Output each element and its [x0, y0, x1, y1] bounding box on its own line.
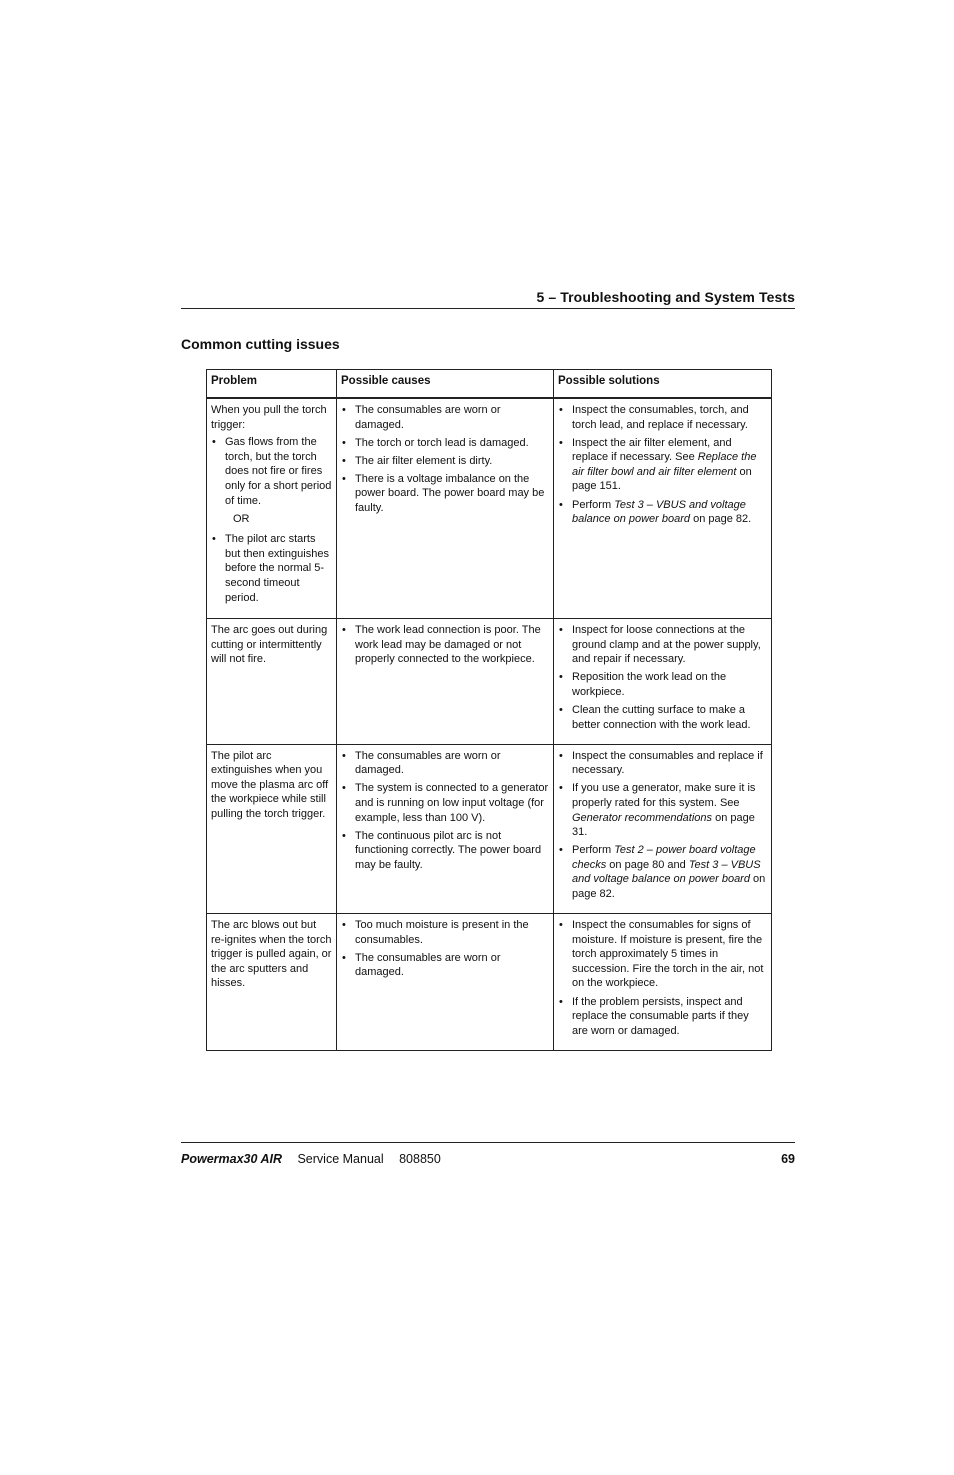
- part-number: 808850: [399, 1152, 441, 1166]
- section-title: Common cutting issues: [181, 336, 340, 352]
- list-item: • The pilot arc starts but then extinguishes before the normal 5-second timeout period.: [211, 532, 332, 605]
- causes-cell: [337, 914, 554, 1051]
- problem-cell: The pilot arc extinguishes when you move the plasma arc off the workpiece while still pulling the torch trigger.: [207, 744, 337, 913]
- list-item: • Perform Test 2 – power board voltage checks on page 80 and Test 3 – VBUS and voltage balance on power board on page 82.: [558, 843, 767, 901]
- list-item: • If the problem persists, inspect and replace the consumable parts if they are worn or damaged.: [558, 995, 767, 1039]
- footer-divider: [181, 1142, 795, 1143]
- list-item: • The continuous pilot arc is not functioning correctly. The power board may be faulty.: [341, 829, 549, 873]
- table-row: [207, 619, 772, 745]
- problem-cell: The arc blows out but re-ignites when the torch trigger is pulled again, or the arc sputters and hisses.: [207, 914, 337, 1051]
- list-item: • Clean the cutting surface to make a better connection with the work lead.: [558, 703, 767, 732]
- causes-list: [341, 749, 549, 873]
- product-name: Powermax30 AIR: [181, 1152, 282, 1166]
- list-item: • Too much moisture is present in the consumables.: [341, 918, 549, 947]
- list-item: • Inspect the air filter element, and replace if necessary. See Replace the air filter bowl and air filter element on page 151.: [558, 436, 767, 494]
- list-item: • Perform Test 3 – VBUS and voltage balance on power board on page 82.: [558, 498, 767, 527]
- list-item: • Inspect the consumables, torch, and torch lead, and replace if necessary.: [558, 403, 767, 432]
- header-divider: [181, 308, 795, 309]
- list-item: • The work lead connection is poor. The work lead may be damaged or not properly connected to the workpiece.: [341, 623, 549, 667]
- table-row: [207, 398, 772, 619]
- cross-reference-link[interactable]: Test 2 – power board voltage checks: [572, 844, 756, 871]
- solutions-cell: [554, 619, 772, 745]
- table-header-row: [207, 370, 772, 399]
- list-item: • The system is connected to a generator and is running on low input voltage (for example, less than 100 V).: [341, 781, 549, 825]
- list-item: • The consumables are worn or damaged.: [341, 749, 549, 778]
- cross-reference-link[interactable]: Test 3 – VBUS and voltage balance on power board: [572, 858, 761, 886]
- causes-cell: [337, 744, 554, 913]
- column-header-problem: Problem: [207, 370, 337, 399]
- solutions-list: [558, 403, 767, 527]
- list-item: • There is a voltage imbalance on the power board. The power board may be faulty.: [341, 472, 549, 516]
- column-header-solutions: Possible solutions: [554, 370, 772, 399]
- list-item: • The consumables are worn or damaged.: [341, 403, 549, 432]
- cross-reference-link[interactable]: Replace the air filter bowl and air filter element: [572, 451, 757, 478]
- solutions-cell: [554, 914, 772, 1051]
- list-item: • Gas flows from the torch, but the torch does not fire or fires only for a short period of time.: [211, 435, 332, 508]
- footer-info: [181, 1152, 441, 1166]
- list-item: • The torch or torch lead is damaged.: [341, 436, 549, 451]
- causes-list: [341, 623, 549, 667]
- list-item: • Inspect the consumables for signs of moisture. If moisture is present, fire the torch approximately 5 times in succession. Fire the torch in the air, not on the workpiece.: [558, 918, 767, 991]
- problem-list: [211, 532, 332, 605]
- causes-list: [341, 918, 549, 980]
- solutions-list: [558, 749, 767, 902]
- causes-list: [341, 403, 549, 516]
- manual-title: Service Manual: [297, 1152, 384, 1166]
- list-item: • Reposition the work lead on the workpiece.: [558, 670, 767, 699]
- or-label: OR: [233, 512, 250, 525]
- table-row: [207, 914, 772, 1051]
- solutions-cell: [554, 398, 772, 619]
- cross-reference-link[interactable]: Test 3 – VBUS and voltage balance on power board: [572, 498, 746, 526]
- chapter-header: 5 – Troubleshooting and System Tests: [536, 289, 795, 305]
- causes-cell: [337, 398, 554, 619]
- troubleshooting-table: [206, 369, 772, 1051]
- column-header-causes: Possible causes: [337, 370, 554, 399]
- problem-cell: The arc goes out during cutting or intermittently will not fire.: [207, 619, 337, 745]
- list-item: • The air filter element is dirty.: [341, 454, 549, 469]
- problem-list: [211, 435, 332, 508]
- list-item: • Inspect for loose connections at the ground clamp and at the power supply, and repair if necessary.: [558, 623, 767, 667]
- problem-cell: [207, 398, 337, 619]
- list-item: • Inspect the consumables and replace if necessary.: [558, 749, 767, 778]
- list-item: • The consumables are worn or damaged.: [341, 951, 549, 980]
- table-row: [207, 744, 772, 913]
- solutions-cell: [554, 744, 772, 913]
- cross-reference-link[interactable]: Generator recommendations: [572, 811, 713, 824]
- list-item: • If you use a generator, make sure it is properly rated for this system. See Generator recommendations on page 31.: [558, 781, 767, 839]
- solutions-list: [558, 918, 767, 1038]
- page-number: 69: [781, 1152, 795, 1166]
- solutions-list: [558, 623, 767, 732]
- problem-lead: When you pull the torch trigger:: [211, 404, 327, 431]
- causes-cell: [337, 619, 554, 745]
